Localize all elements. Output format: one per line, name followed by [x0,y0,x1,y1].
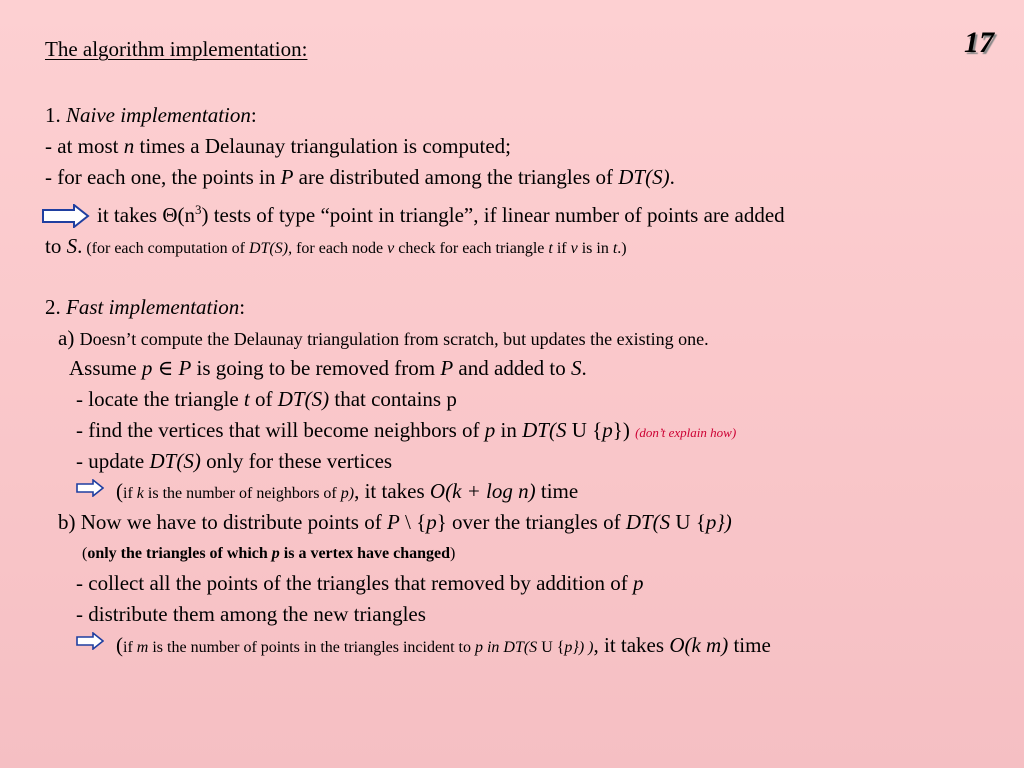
note-dont-explain: (don’t explain how) [635,425,737,440]
fast-assume: Assume p ∈ P is going to be removed from P and added to S. [69,356,587,380]
fast-heading: 2. Fast implementation: [45,295,246,319]
slide-title: The algorithm implementation: [45,37,308,61]
fast-cost-b: (if m is the number of points in the triangles incident to p in DT(S U {p}) ), it takes O(k m) time [116,633,771,657]
fast-step-collect: - collect all the points of the triangles that removed by addition of p [76,571,644,595]
naive-heading: 1. Naive implementation: [45,103,257,127]
fast-step-distribute: - distribute them among the new triangles [76,602,426,626]
right-arrow-icon [76,632,104,650]
naive-result-line-2: to S. (for each computation of DT(S), for each node v check for each triangle t if v is in t.) [45,234,627,258]
fast-part-b-note: (only the triangles of which p is a vertex have changed) [82,545,456,562]
naive-bullet-1: - at most n times a Delaunay triangulation is computed; [45,134,511,158]
page-number: 17 [964,26,994,59]
fast-cost-a: (if k is the number of neighbors of p), it takes O(k + log n) time [116,479,579,503]
fast-part-b: b) Now we have to distribute points of P \ {p} over the triangles of DT(S U {p}) [58,510,732,534]
fast-step-update: - update DT(S) only for these vertices [76,449,393,473]
naive-result-line-1: it takes $\Theta(n^3)$ tests of type “point in triangle”, if linear number of points are added [97,202,785,227]
naive-bullet-2: - for each one, the points in P are distributed among the triangles of DT(S). [45,165,675,189]
fast-step-find: - find the vertices that will become neighbors of p in DT(S U {p}) (don’t explain how) [76,418,737,442]
right-arrow-icon [42,204,90,228]
right-arrow-icon [76,479,104,497]
fast-part-a: a) Doesn’t compute the Delaunay triangulation from scratch, but updates the existing one. [58,326,709,350]
fast-step-locate: - locate the triangle t of DT(S) that contains p [76,387,457,411]
